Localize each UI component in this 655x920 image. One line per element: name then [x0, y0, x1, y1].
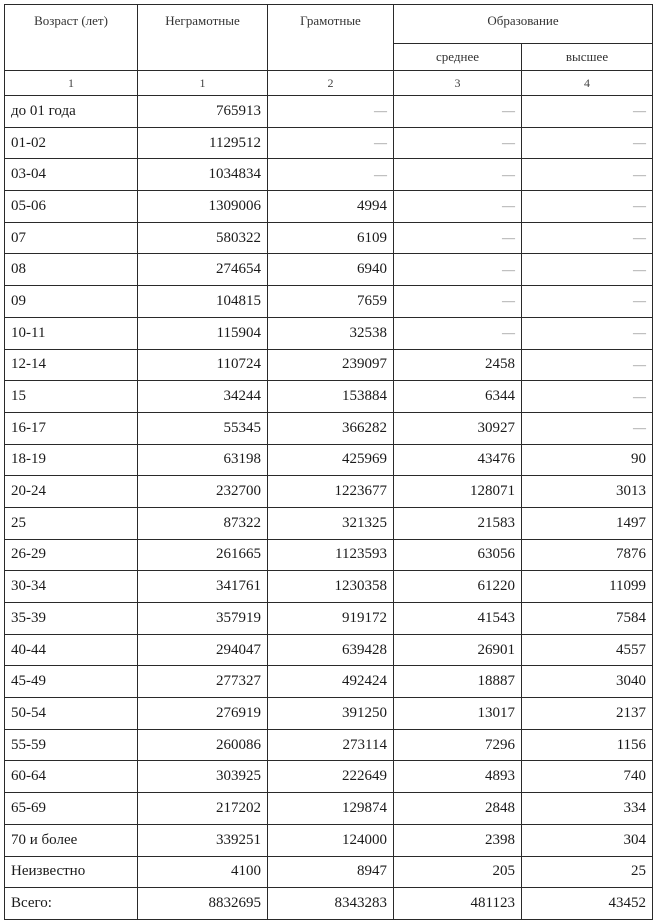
header-age: Возраст (лет): [5, 5, 138, 71]
cell-illiterate: 217202: [138, 793, 268, 825]
table-row: [5, 729, 653, 761]
cell-literate: —: [268, 159, 394, 191]
cell-age: 05-06: [5, 191, 138, 223]
table-row: [5, 286, 653, 318]
cell-illiterate: 34244: [138, 381, 268, 413]
cell-secondary: —: [394, 222, 522, 254]
cell-literate: 1223677: [268, 476, 394, 508]
cell-age: 25: [5, 507, 138, 539]
header-secondary: среднее: [394, 44, 522, 71]
cell-illiterate: 580322: [138, 222, 268, 254]
cell-secondary: 18887: [394, 666, 522, 698]
cell-higher: —: [522, 191, 653, 223]
cell-age: 12-14: [5, 349, 138, 381]
cell-literate: 919172: [268, 603, 394, 635]
cell-higher: —: [522, 159, 653, 191]
table-row: [5, 888, 653, 920]
cell-literate: 7659: [268, 286, 394, 318]
cell-age: 18-19: [5, 444, 138, 476]
cell-secondary: 30927: [394, 412, 522, 444]
cell-secondary: —: [394, 317, 522, 349]
cell-higher: 1497: [522, 507, 653, 539]
cell-illiterate: 110724: [138, 349, 268, 381]
cell-literate: —: [268, 96, 394, 128]
cell-higher: 7876: [522, 539, 653, 571]
cell-higher: 740: [522, 761, 653, 793]
cell-secondary: —: [394, 96, 522, 128]
table-row: [5, 476, 653, 508]
cell-illiterate: 765913: [138, 96, 268, 128]
cell-illiterate: 303925: [138, 761, 268, 793]
table-row: [5, 159, 653, 191]
cell-literate: 8947: [268, 856, 394, 888]
cell-higher: 3040: [522, 666, 653, 698]
table-row: [5, 317, 653, 349]
column-number: 1: [5, 71, 138, 96]
cell-age: Неизвестно: [5, 856, 138, 888]
cell-secondary: 4893: [394, 761, 522, 793]
cell-age: 03-04: [5, 159, 138, 191]
cell-age: 08: [5, 254, 138, 286]
cell-secondary: 13017: [394, 698, 522, 730]
table-row: [5, 254, 653, 286]
cell-illiterate: 63198: [138, 444, 268, 476]
cell-illiterate: 294047: [138, 634, 268, 666]
cell-higher: 1156: [522, 729, 653, 761]
cell-illiterate: 87322: [138, 507, 268, 539]
table-row: [5, 824, 653, 856]
cell-literate: 639428: [268, 634, 394, 666]
cell-illiterate: 104815: [138, 286, 268, 318]
cell-literate: 321325: [268, 507, 394, 539]
table-row: [5, 856, 653, 888]
table-row: [5, 412, 653, 444]
cell-higher: 43452: [522, 888, 653, 920]
column-number: 4: [522, 71, 653, 96]
column-number: 2: [268, 71, 394, 96]
cell-age: 10-11: [5, 317, 138, 349]
cell-higher: 4557: [522, 634, 653, 666]
cell-secondary: 2398: [394, 824, 522, 856]
cell-higher: —: [522, 222, 653, 254]
cell-illiterate: 55345: [138, 412, 268, 444]
cell-higher: —: [522, 96, 653, 128]
cell-higher: 25: [522, 856, 653, 888]
table-row: [5, 96, 653, 128]
cell-higher: 90: [522, 444, 653, 476]
cell-illiterate: 274654: [138, 254, 268, 286]
cell-literate: 6940: [268, 254, 394, 286]
table-row: [5, 444, 653, 476]
table-body: [5, 96, 653, 920]
cell-secondary: 7296: [394, 729, 522, 761]
cell-literate: 391250: [268, 698, 394, 730]
cell-secondary: 2848: [394, 793, 522, 825]
table-row: [5, 634, 653, 666]
cell-higher: 7584: [522, 603, 653, 635]
cell-secondary: 6344: [394, 381, 522, 413]
cell-illiterate: 339251: [138, 824, 268, 856]
table-row: [5, 191, 653, 223]
cell-illiterate: 276919: [138, 698, 268, 730]
cell-secondary: —: [394, 286, 522, 318]
cell-illiterate: 4100: [138, 856, 268, 888]
header-higher: высшее: [522, 44, 653, 71]
cell-higher: —: [522, 254, 653, 286]
cell-age: 60-64: [5, 761, 138, 793]
cell-literate: 273114: [268, 729, 394, 761]
column-number: 1: [138, 71, 268, 96]
cell-age: 20-24: [5, 476, 138, 508]
cell-literate: 222649: [268, 761, 394, 793]
cell-illiterate: 277327: [138, 666, 268, 698]
cell-secondary: 63056: [394, 539, 522, 571]
cell-literate: 492424: [268, 666, 394, 698]
cell-literate: 153884: [268, 381, 394, 413]
cell-secondary: 43476: [394, 444, 522, 476]
cell-literate: 8343283: [268, 888, 394, 920]
table-row: [5, 539, 653, 571]
column-number: 3: [394, 71, 522, 96]
cell-literate: 4994: [268, 191, 394, 223]
cell-age: 15: [5, 381, 138, 413]
cell-age: 40-44: [5, 634, 138, 666]
cell-higher: 3013: [522, 476, 653, 508]
cell-illiterate: 341761: [138, 571, 268, 603]
cell-higher: —: [522, 381, 653, 413]
header-education: Образование: [394, 5, 653, 44]
cell-secondary: 481123: [394, 888, 522, 920]
header-literate: Грамотные: [268, 5, 394, 71]
cell-higher: —: [522, 412, 653, 444]
cell-literate: —: [268, 127, 394, 159]
cell-secondary: —: [394, 159, 522, 191]
cell-literate: 425969: [268, 444, 394, 476]
table-row: [5, 698, 653, 730]
cell-age: 16-17: [5, 412, 138, 444]
cell-literate: 6109: [268, 222, 394, 254]
cell-illiterate: 8832695: [138, 888, 268, 920]
cell-illiterate: 232700: [138, 476, 268, 508]
table-row: [5, 507, 653, 539]
cell-secondary: 2458: [394, 349, 522, 381]
table-row: [5, 127, 653, 159]
cell-literate: 1123593: [268, 539, 394, 571]
cell-age: 30-34: [5, 571, 138, 603]
population-literacy-table: [4, 4, 653, 920]
cell-higher: 304: [522, 824, 653, 856]
cell-illiterate: 1309006: [138, 191, 268, 223]
cell-illiterate: 260086: [138, 729, 268, 761]
cell-literate: 366282: [268, 412, 394, 444]
table-row: [5, 222, 653, 254]
cell-secondary: 205: [394, 856, 522, 888]
cell-age: 70 и более: [5, 824, 138, 856]
cell-illiterate: 261665: [138, 539, 268, 571]
cell-literate: 124000: [268, 824, 394, 856]
cell-secondary: 26901: [394, 634, 522, 666]
cell-age: 01-02: [5, 127, 138, 159]
cell-secondary: 21583: [394, 507, 522, 539]
cell-illiterate: 1129512: [138, 127, 268, 159]
cell-secondary: 128071: [394, 476, 522, 508]
cell-higher: 2137: [522, 698, 653, 730]
cell-higher: —: [522, 317, 653, 349]
cell-age: до 01 года: [5, 96, 138, 128]
cell-illiterate: 1034834: [138, 159, 268, 191]
cell-higher: —: [522, 349, 653, 381]
cell-higher: —: [522, 127, 653, 159]
cell-illiterate: 115904: [138, 317, 268, 349]
table-row: [5, 666, 653, 698]
cell-secondary: —: [394, 127, 522, 159]
cell-higher: —: [522, 286, 653, 318]
cell-secondary: 61220: [394, 571, 522, 603]
cell-illiterate: 357919: [138, 603, 268, 635]
cell-age: 09: [5, 286, 138, 318]
table-row: [5, 571, 653, 603]
header-illiterate: Неграмотные: [138, 5, 268, 71]
cell-literate: 32538: [268, 317, 394, 349]
cell-literate: 129874: [268, 793, 394, 825]
cell-secondary: 41543: [394, 603, 522, 635]
cell-secondary: —: [394, 191, 522, 223]
cell-higher: 334: [522, 793, 653, 825]
cell-age: Всего:: [5, 888, 138, 920]
table-row: [5, 761, 653, 793]
cell-higher: 11099: [522, 571, 653, 603]
table-row: [5, 381, 653, 413]
table-row: [5, 793, 653, 825]
table-row: [5, 349, 653, 381]
cell-age: 45-49: [5, 666, 138, 698]
cell-age: 55-59: [5, 729, 138, 761]
cell-age: 65-69: [5, 793, 138, 825]
cell-age: 35-39: [5, 603, 138, 635]
cell-literate: 1230358: [268, 571, 394, 603]
cell-literate: 239097: [268, 349, 394, 381]
cell-age: 07: [5, 222, 138, 254]
cell-secondary: —: [394, 254, 522, 286]
cell-age: 50-54: [5, 698, 138, 730]
cell-age: 26-29: [5, 539, 138, 571]
table-row: [5, 603, 653, 635]
